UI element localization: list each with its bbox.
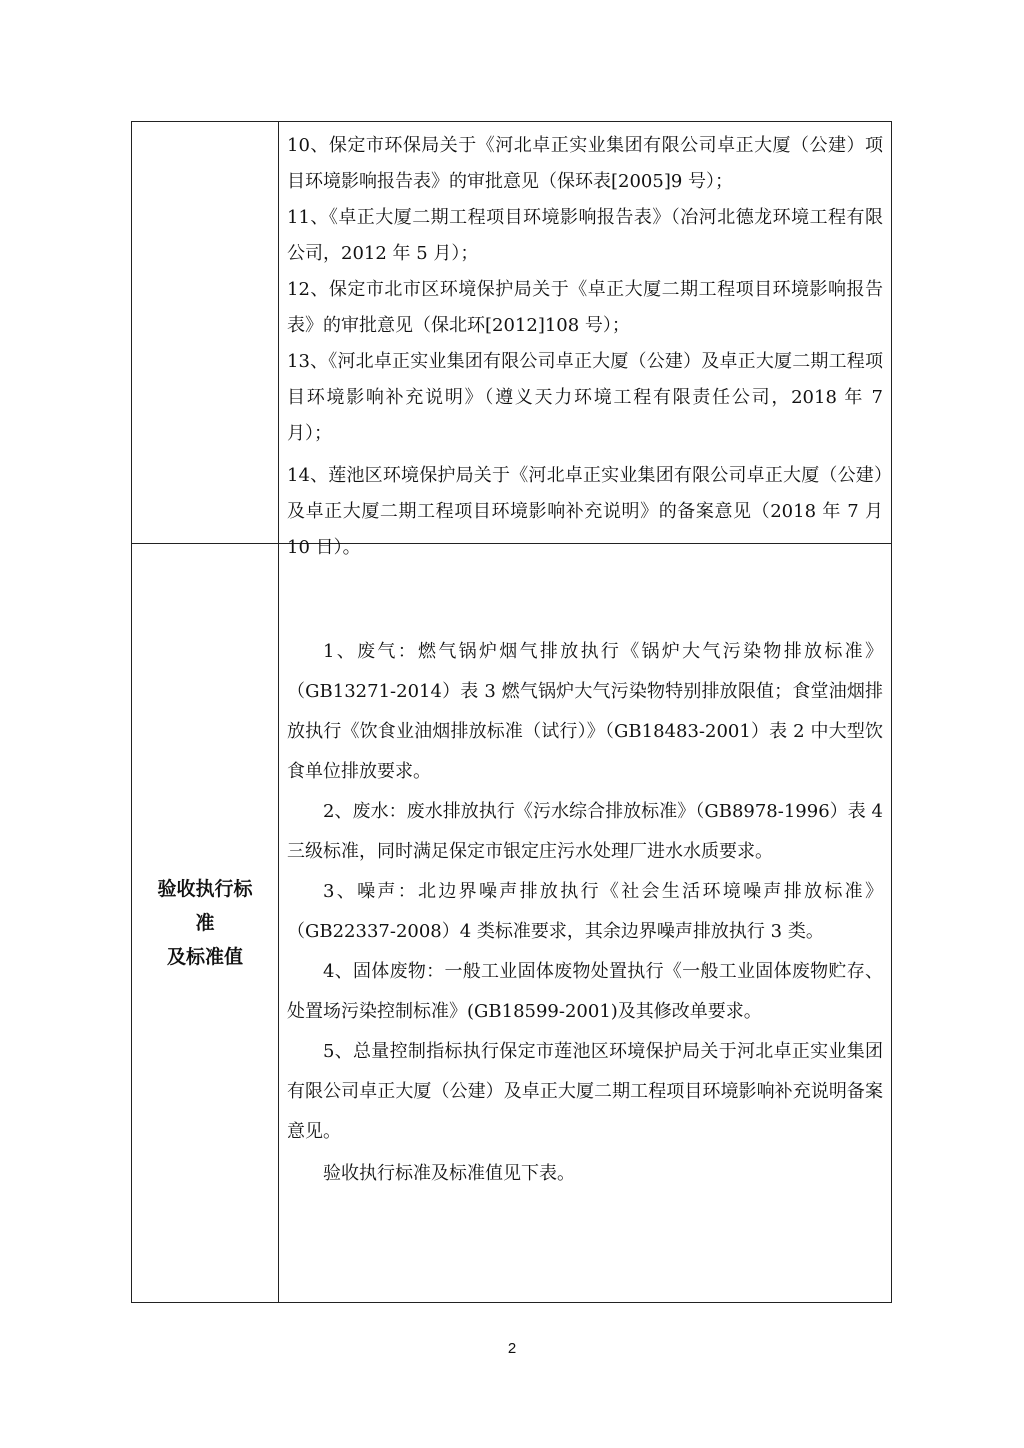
standards-content-cell [279,544,891,1302]
references-cell [279,122,891,558]
standard-wastewater: 2、废水：废水排放执行《污水综合排放标准》（GB8978-1996）表 4 三级标准，同时满足保定市银定庄污水处理厂进水水质要求。 [287,801,883,862]
standards-label-cell [132,544,278,1302]
standard-noise: 3、噪声：北边界噪声排放执行《社会生活环境噪声排放标准》（GB22337-2008）4 类标准要求，其余边界噪声排放执行 3 类。 [287,881,883,942]
standard-total-control: 5、总量控制指标执行保定市莲池区环境保护局关于河北卓正实业集团有限公司卓正大厦（公建）及卓正大厦二期工程项目环境影响补充说明备案意见。 [287,1041,883,1142]
standard-exhaust-gas: 1、废气：燃气锅炉烟气排放执行《锅炉大气污染物排放标准》（GB13271-2014）表 3 燃气锅炉大气污染物特别排放限值；食堂油烟排放执行《饮食业油烟排放标准（试行）》（GB18483-2001）表 2 中大型饮食单位排放要求。 [287,641,883,782]
standard-solid-waste: 4、固体废物：一般工业固体废物处置执行《一般工业固体废物贮存、处置场污染控制标准》(GB18599-2001)及其修改单要求。 [287,961,883,1022]
page-number: 2 [507,1340,517,1357]
reference-item-13: 13、《河北卓正实业集团有限公司卓正大厦（公建）及卓正大厦二期工程项目环境影响补充说明》（遵义天力环境工程有限责任公司，2018 年 7 月）； [287,351,883,444]
standards-label-line2: 及标准值 [166,946,243,968]
reference-item-10: 10、保定市环保局关于《河北卓正实业集团有限公司卓正大厦（公建）项目环境影响报告表》的审批意见（保环表[2005]9 号）； [287,135,883,192]
standards-label-line1: 验收执行标准 [157,878,253,934]
reference-item-11: 11、《卓正大厦二期工程项目环境影响报告表》（冶河北德龙环境工程有限公司，2012 年 5 月）； [287,207,883,264]
document-table [131,121,892,1303]
standard-see-table-note: 验收执行标准及标准值见下表。 [323,1163,575,1184]
standards-label [150,872,260,974]
reference-item-14: 14、莲池区环境保护局关于《河北卓正实业集团有限公司卓正大厦（公建）及卓正大厦二期工程项目环境影响补充说明》的备案意见（2018 年 7 月 10 日）。 [287,465,883,558]
reference-item-12: 12、保定市北市区环境保护局关于《卓正大厦二期工程项目环境影响报告表》的审批意见（保北环[2012]108 号）； [287,279,883,336]
